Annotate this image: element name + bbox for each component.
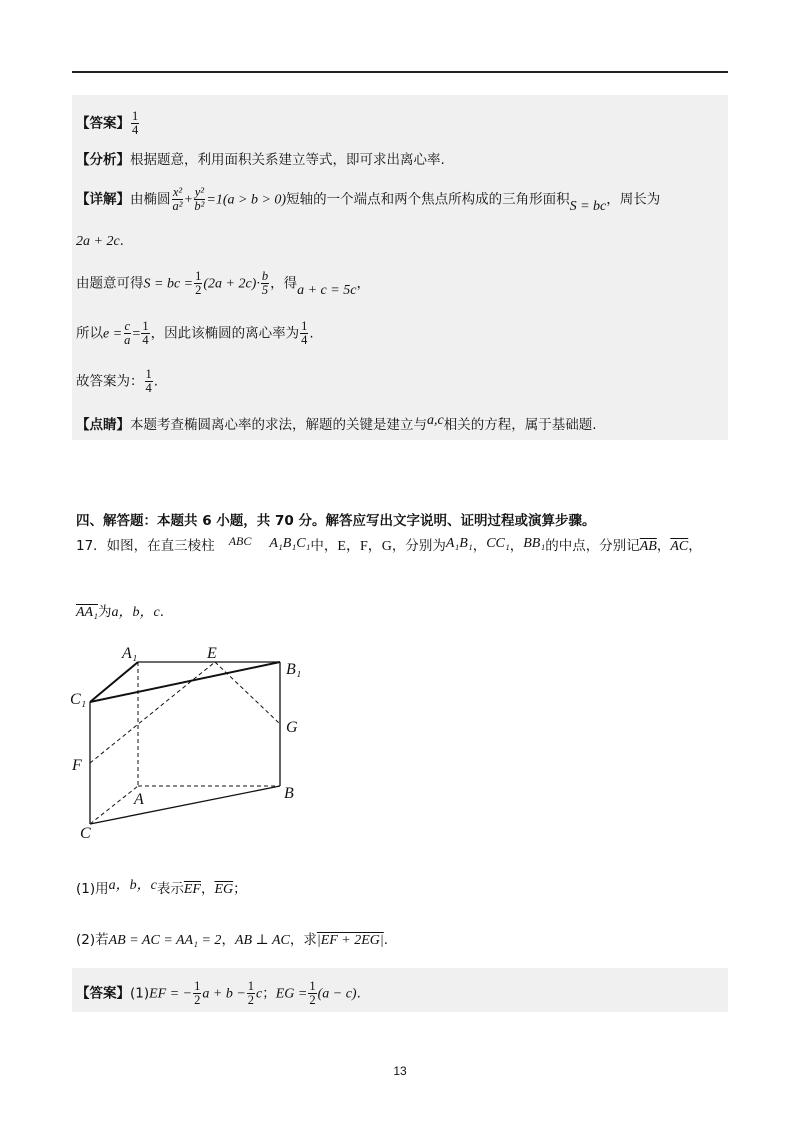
edge-eg [215,662,280,724]
answer-label: 【答案】 [76,115,130,132]
label-a: A [134,791,144,808]
answer17-line: 【答案】(1)EF = − $\frac{1}{2}$ a + b − $\frac{1}{2}$ c；EG = $\frac{1}{2}$ (a − c). [76,979,361,1007]
detail-line-3: 所以e = $\frac{c}{a}$ = $\frac{1}{4}$ ，因此该椭圆的离心率为 $\frac{1}{4}$ . [76,319,314,347]
question-1: (1)用a，b，c表示$\overline{EF}$，$\overline{EG}$； [76,878,247,897]
edge-c1b1 [90,662,280,702]
answer17-label: 【答案】 [76,985,130,1002]
detail-line-1: 【详解】由椭圆 $\frac{\text{x²}}{\text{a²}}$ + $\frac{\text{y²}}{\text{b²}}$ =1(a > b > 0)短轴的一个端点和两个焦点所构成的三角形面积S = bc，周长为 [76,185,661,214]
header-rule [72,71,728,73]
answer-block-shade [72,95,728,440]
comment-line: 【点睛】本题考查椭圆离心率的求法，解题的关键是建立与a,c相关的方程，属于基础题. [76,413,597,433]
comment-label: 【点睛】 [76,417,130,433]
section-title: 四、解答题：本题共 6 小题，共 70 分。解答应写出文字说明、证明过程或演算步骤。 [76,513,596,529]
label-e: E [207,645,217,662]
problem17-line-2: AA₁为a，b，c. [76,604,164,620]
prism-figure [70,640,310,840]
edge-ca [90,786,138,824]
label-g: G [286,719,298,736]
label-c1: C₁ [70,691,87,708]
problem17-line-1: 17．如图，在直三棱柱 ABC A₁B₁C₁中，E，F，G，分别为A₁B₁，CC₁，BB₁的中点，分别记$\overline{AB}$，$\overline{AC}$， [76,534,702,554]
page-number: 13 [393,1064,407,1078]
label-b1: B₁ [286,661,302,678]
edge-cb [90,786,280,824]
analysis-label: 【分析】 [76,152,130,168]
detail-line-2: 由题意可得S = bc = $\frac{1}{2}$ (2a + 2c)· $\frac{b}{5}$ ，得a + c = 5c， [76,269,370,298]
analysis-text: 根据题意，利用面积关系建立等式，即可求出离心率. [130,152,445,168]
label-f: F [72,757,82,774]
analysis-line [76,151,445,169]
answer-fraction: $\frac{1}{4}$ [132,109,139,137]
answer-line [76,110,140,137]
detail-label: 【详解】 [76,191,130,208]
edge-fe [90,662,215,763]
label-b: B [284,785,294,802]
label-a1: A₁ [122,645,138,662]
label-c: C [80,825,91,840]
question-2: (2)若AB = AC = AA₁ = 2，AB ⊥ AC，求|EF + 2EG|. [76,932,389,948]
detail-line-4: 故答案为： $\frac{1}{4}$ . [76,367,159,395]
detail-perimeter: 2a + 2c. [76,233,124,249]
